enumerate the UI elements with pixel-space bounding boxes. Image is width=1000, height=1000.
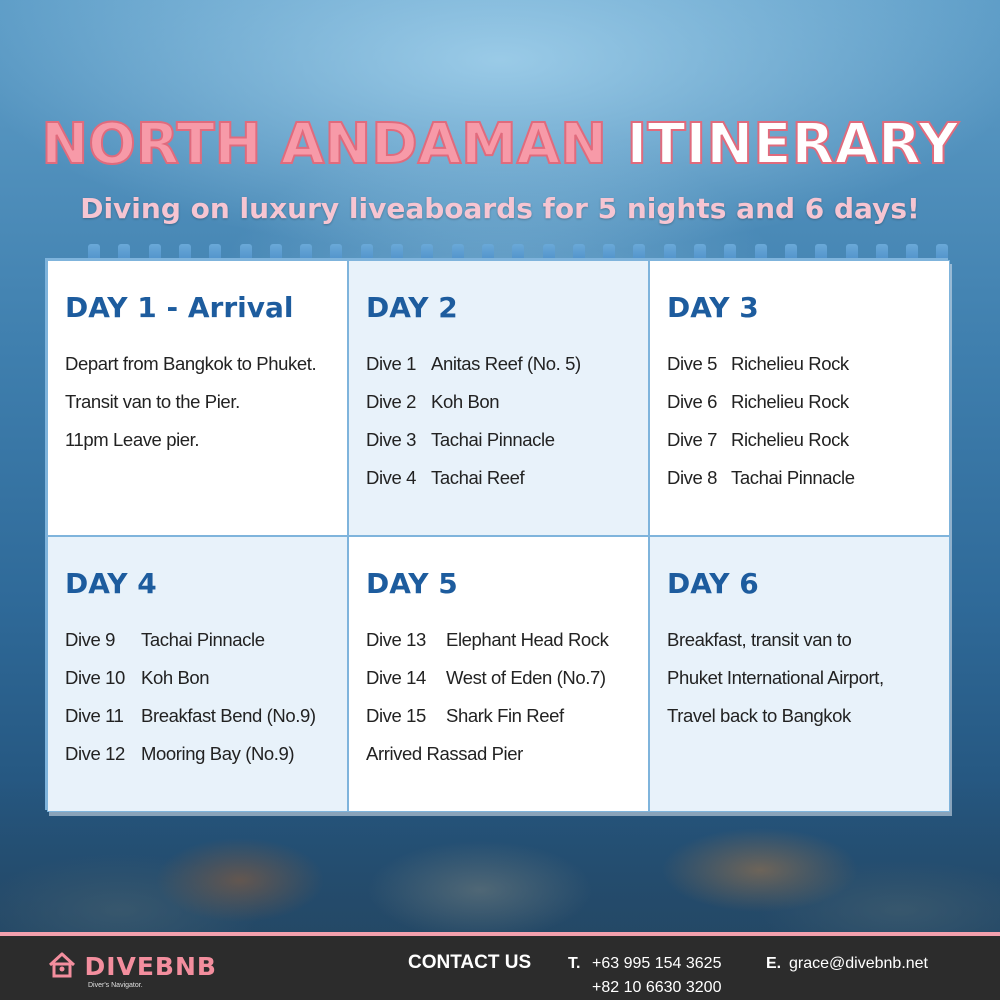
day-2-cell [348,260,649,536]
dive-label: Dive 15 [366,705,426,726]
dive-label: Dive 14 [366,667,426,688]
dive-site: Elephant Head Rock [446,629,609,650]
dive-row [366,353,648,391]
day-1-line: 11pm Leave pier. [65,429,200,450]
house-logo-icon [48,952,76,978]
day-1-cell [47,260,348,536]
divebnb-logo[interactable] [48,952,217,989]
day-6-line: Breakfast, transit van to [667,629,852,650]
dive-row [366,705,648,743]
dive-row [65,705,347,743]
dive-label: Dive 1 [366,353,417,374]
dive-label: Dive 6 [667,391,718,412]
dive-site: Tachai Pinnacle [141,629,265,650]
day-1-line: Transit van to the Pier. [65,391,240,412]
day-5-cell [348,536,649,812]
dive-row [366,391,648,429]
dive-site: Richelieu Rock [731,353,849,374]
day-1-line: Depart from Bangkok to Phuket. [65,353,317,374]
phone-label: T. [568,955,581,972]
dive-label: Dive 11 [65,705,124,726]
dive-label: Dive 2 [366,391,417,412]
dive-label: Dive 9 [65,629,116,650]
day-4-cell [47,536,348,812]
dive-row [667,353,949,391]
dive-label: Dive 8 [667,467,718,488]
dive-label: Dive 5 [667,353,718,374]
day-6-line: Travel back to Bangkok [667,705,851,726]
dive-row [65,667,347,705]
email-label: E. [766,955,782,972]
phone-number-2[interactable]: +82 10 6630 3200 [592,979,722,996]
dive-label: Dive 3 [366,429,417,450]
day-3-cell [649,260,950,536]
dive-site: Shark Fin Reef [446,705,564,726]
dive-row [366,629,648,667]
dive-label: Dive 10 [65,667,125,688]
dive-site: Richelieu Rock [731,429,849,450]
page-subtitle: Diving on luxury liveaboards for 5 nights and 6 days! [80,192,920,225]
dive-label: Dive 13 [366,629,426,650]
day-6-title: DAY 6 [667,567,759,600]
dive-row [366,667,648,705]
dive-site: Anitas Reef (No. 5) [431,353,581,374]
dive-site: West of Eden (No.7) [446,667,606,688]
dive-row [65,743,347,781]
dive-site: Tachai Pinnacle [431,429,555,450]
dive-site: Mooring Bay (No.9) [141,743,295,764]
dive-site: Koh Bon [141,667,210,688]
dive-row [667,429,949,467]
logo-text: DIVEBNB [84,952,217,981]
title-part-1: NORTH ANDAMAN [41,112,608,177]
day-6-cell [649,536,950,812]
phone-number-1[interactable]: +63 995 154 3625 [592,955,722,972]
dive-label: Dive 7 [667,429,718,450]
day-5-extra: Arrived Rassad Pier [366,743,523,764]
dive-label: Dive 12 [65,743,125,764]
title-part-2: ITINERARY [626,112,959,177]
dive-row [366,429,648,467]
footer [0,932,1000,1000]
dive-row [65,629,347,667]
day-6-line: Phuket International Airport, [667,667,884,688]
contact-title: CONTACT US [408,952,532,973]
dive-row [366,467,648,505]
dive-label: Dive 4 [366,467,417,488]
dive-row [667,391,949,429]
dive-site: Tachai Reef [431,467,525,488]
dive-site: Breakfast Bend (No.9) [141,705,316,726]
day-5-title: DAY 5 [366,567,458,600]
dive-site: Koh Bon [431,391,500,412]
day-1-title: DAY 1 - Arrival [65,291,294,324]
day-3-title: DAY 3 [667,291,759,324]
dive-site: Tachai Pinnacle [731,467,855,488]
day-4-title: DAY 4 [65,567,157,600]
logo-tagline: Diver's Navigator. [88,982,143,989]
dive-row [667,467,949,505]
day-2-title: DAY 2 [366,291,458,324]
email-address[interactable]: grace@divebnb.net [789,955,928,972]
page-title [0,112,1000,177]
itinerary-calendar [45,258,948,810]
dive-site: Richelieu Rock [731,391,849,412]
